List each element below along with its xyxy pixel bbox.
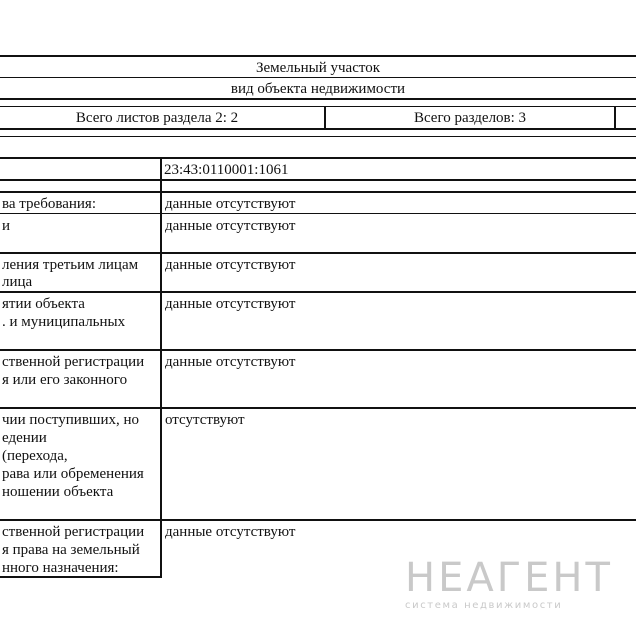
- row-label: и: [2, 218, 11, 234]
- rule-row-3-top: [0, 291, 636, 293]
- row-label: я права на земельный: [2, 542, 140, 558]
- row-label: чии поступивших, но: [2, 412, 140, 428]
- row-label: ственной регистрации: [2, 354, 145, 370]
- sheets-in-section: Всего листов раздела 2: 2: [75, 110, 239, 126]
- rule-row-4-top: [0, 349, 636, 351]
- rule-header-2: [0, 98, 636, 100]
- rule-row-6-top: [0, 519, 636, 521]
- row-value: данные отсутствуют: [165, 524, 296, 540]
- rule-header-right-edge: [614, 106, 616, 129]
- row-label: я или его законного: [2, 372, 128, 388]
- row-label: (перехода,: [2, 448, 68, 464]
- rule-header-3: [0, 106, 636, 107]
- rule-header-4: [0, 128, 636, 130]
- row-label: нного назначения:: [2, 560, 119, 576]
- rule-vertical-left-col: [160, 158, 162, 578]
- row-label: ственной регистрации: [2, 524, 145, 540]
- row-value: данные отсутствуют: [165, 354, 296, 370]
- rule-header-1: [0, 77, 636, 78]
- row-value: данные отсутствуют: [165, 196, 296, 212]
- row-label: ва требования:: [2, 196, 96, 212]
- row-label: ления третьим лицам: [2, 257, 139, 273]
- row-label: . и муниципальных: [2, 314, 126, 330]
- rule-row-5-top: [0, 407, 636, 409]
- row-label: ношении объекта: [2, 484, 114, 500]
- watermark-tagline: система недвижимости: [405, 600, 563, 611]
- row-value: данные отсутствуют: [165, 218, 296, 234]
- rule-row-cadnum-bottom: [0, 179, 636, 181]
- rule-row-2-top: [0, 252, 636, 254]
- watermark-brand: НЕАГЕНТ: [405, 555, 613, 601]
- row-label: едении: [2, 430, 47, 446]
- rule-header-5: [0, 136, 636, 137]
- rule-header-top: [0, 55, 636, 57]
- object-type-caption: вид объекта недвижимости: [230, 81, 406, 97]
- object-type: Земельный участок: [255, 60, 381, 76]
- cadastral-number: 23:43:0110001:1061: [164, 162, 289, 178]
- total-sections: Всего разделов: 3: [413, 110, 527, 126]
- row-label: ятии объекта: [2, 296, 85, 312]
- row-label: рава или обременения: [2, 466, 144, 482]
- row-label: лица: [2, 274, 33, 290]
- row-value: отсутствуют: [165, 412, 245, 428]
- row-value: данные отсутствуют: [165, 257, 296, 273]
- rule-row-0-top: [0, 191, 636, 193]
- row-value: данные отсутствуют: [165, 296, 296, 312]
- watermark: [405, 555, 613, 611]
- rule-row-1-top: [0, 213, 636, 214]
- rule-header-6: [0, 157, 636, 159]
